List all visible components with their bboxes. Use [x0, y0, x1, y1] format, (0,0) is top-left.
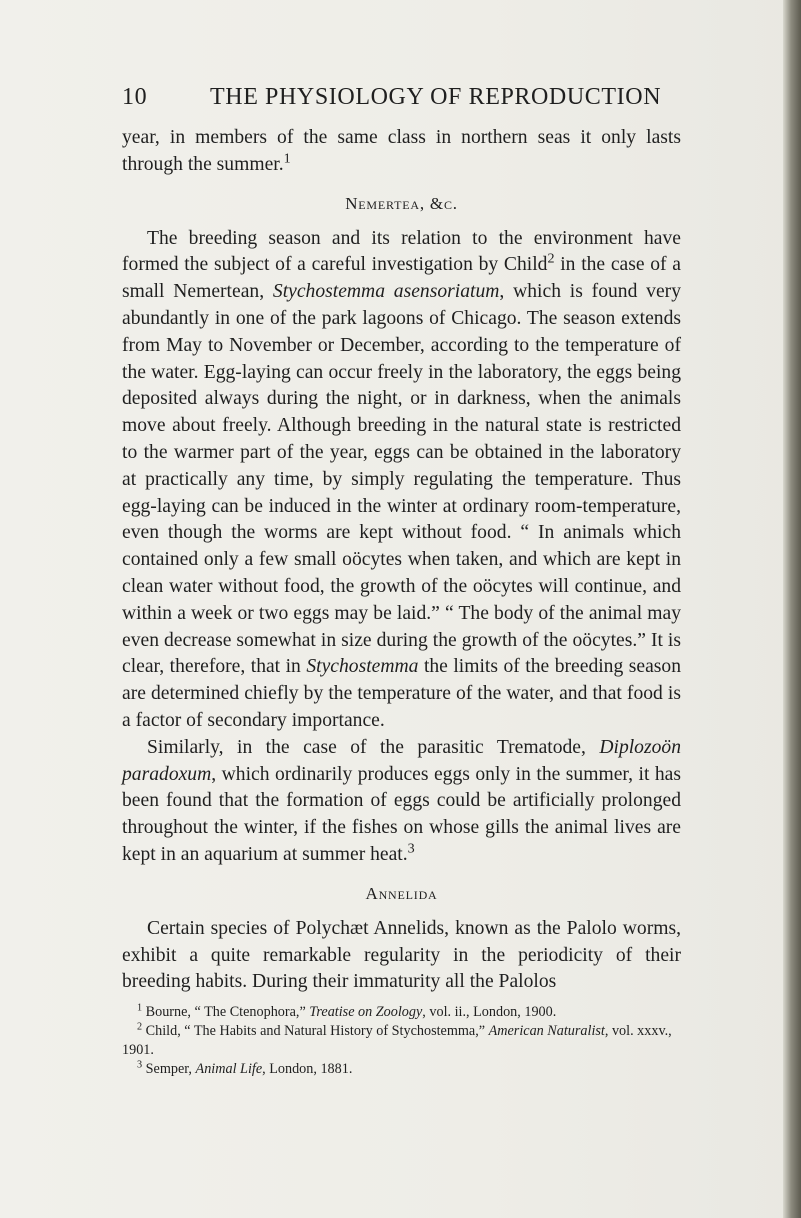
section-heading-nemertea: Nemertea, &c. [345, 193, 458, 213]
page-number: 10 [122, 84, 148, 110]
paragraph-2-text-4: the limits of the breeding season are determined chiefly by the temperature of the water, and that food is a factor of secondary importance. [122, 656, 682, 731]
paragraph-2-text-1: The breeding season and its relation to the environment have formed the subject of a careful investigation by Child [122, 227, 681, 276]
footnote-2-text-2: , vol. xxxv., 1901. [122, 1023, 672, 1059]
section-heading-annelida: Annelida [365, 883, 438, 903]
book-binding-edge [783, 0, 801, 1218]
footnotes [122, 1003, 681, 1079]
footnote-1-title: Treatise on Zoology [309, 1004, 423, 1021]
species-name-diplozoon-paradoxum: Diplozoön paradoxum [122, 736, 681, 785]
paragraph-2-text-2: in the case of a small Nemertean, [122, 254, 681, 303]
paragraph-1 [122, 125, 681, 179]
footnote-3-text-1: Semper, [142, 1061, 196, 1078]
main-text [122, 125, 681, 1079]
paragraph-1-text: year, in members of the same class in northern seas it only lasts through the summer. [122, 127, 681, 175]
footnote-3-title: Animal Life [195, 1061, 263, 1078]
footnote-3-text-2: , London, 1881. [262, 1061, 353, 1078]
paragraph-3-text-2: , which ordinarily produces eggs only in the summer, it has been found that the formation of eggs could be artificially prolonged throughout the winter, if the fishes on whose gills the animal lives are kept in an aquarium at summer heat. [122, 763, 681, 865]
paragraph-2 [122, 226, 681, 735]
running-head: THE PHYSIOLOGY OF REPRODUCTION [210, 84, 662, 110]
footnote-ref-2: 2 [547, 250, 555, 267]
genus-name-stychostemma: Stychostemma [306, 656, 419, 678]
footnote-ref-3: 3 [407, 840, 415, 857]
footnote-3-number: 3 [137, 1059, 143, 1071]
footnote-2-text-1: Child, “ The Habits and Natural History of Stychostemma,” [142, 1023, 489, 1040]
paragraph-3-text-1: Similarly, in the case of the parasitic Trematode, [147, 736, 600, 758]
footnote-2-number: 2 [137, 1021, 143, 1033]
page-header [122, 84, 682, 120]
footnote-2-title: American Naturalist [488, 1023, 605, 1040]
footnote-3 [122, 1060, 681, 1079]
paragraph-3 [122, 735, 681, 869]
footnote-ref-1: 1 [283, 150, 291, 167]
paragraph-4: Certain species of Polychæt Annelids, known as the Palolo worms, exhibit a quite remarkable regularity in the periodicity of their breeding habits. During their immaturity all the Palolos [122, 917, 681, 993]
species-name-stychostemma-asensoriatum: Stychostemma asensoriatum [272, 281, 500, 303]
footnote-1 [122, 1003, 681, 1022]
footnote-1-text-1: Bourne, “ The Ctenophora,” [142, 1004, 310, 1021]
paragraph-2-text-3: , which is found very abundantly in one of the park lagoons of Chicago. The season extends from May to November or December, according to the temperature of the water. Egg-laying can occur freely in the laboratory, the eggs being deposited always during the night, or in darkness, when the animals move about freely. Although breeding in the natural state is restricted to the warmer part of the year, eggs can be obtained in the laboratory at practically any time, by simply regulating the temperature. Thus egg-laying can be induced in the winter at ordinary room-temperature, even though the worms are kept without food. “ In animals which contained only a few small oöcytes when taken, and which are kept in clean water without food, the growth of the oöcytes will continue, and within a week or two eggs may be laid.” “ The body of the animal may even decrease somewhat in size during the growth of the oöcytes.” It is clear, therefore, that in [122, 281, 681, 678]
footnote-1-number: 1 [137, 1002, 143, 1014]
footnote-1-text-2: , vol. ii., London, 1900. [422, 1004, 557, 1021]
footnote-2 [122, 1022, 681, 1060]
